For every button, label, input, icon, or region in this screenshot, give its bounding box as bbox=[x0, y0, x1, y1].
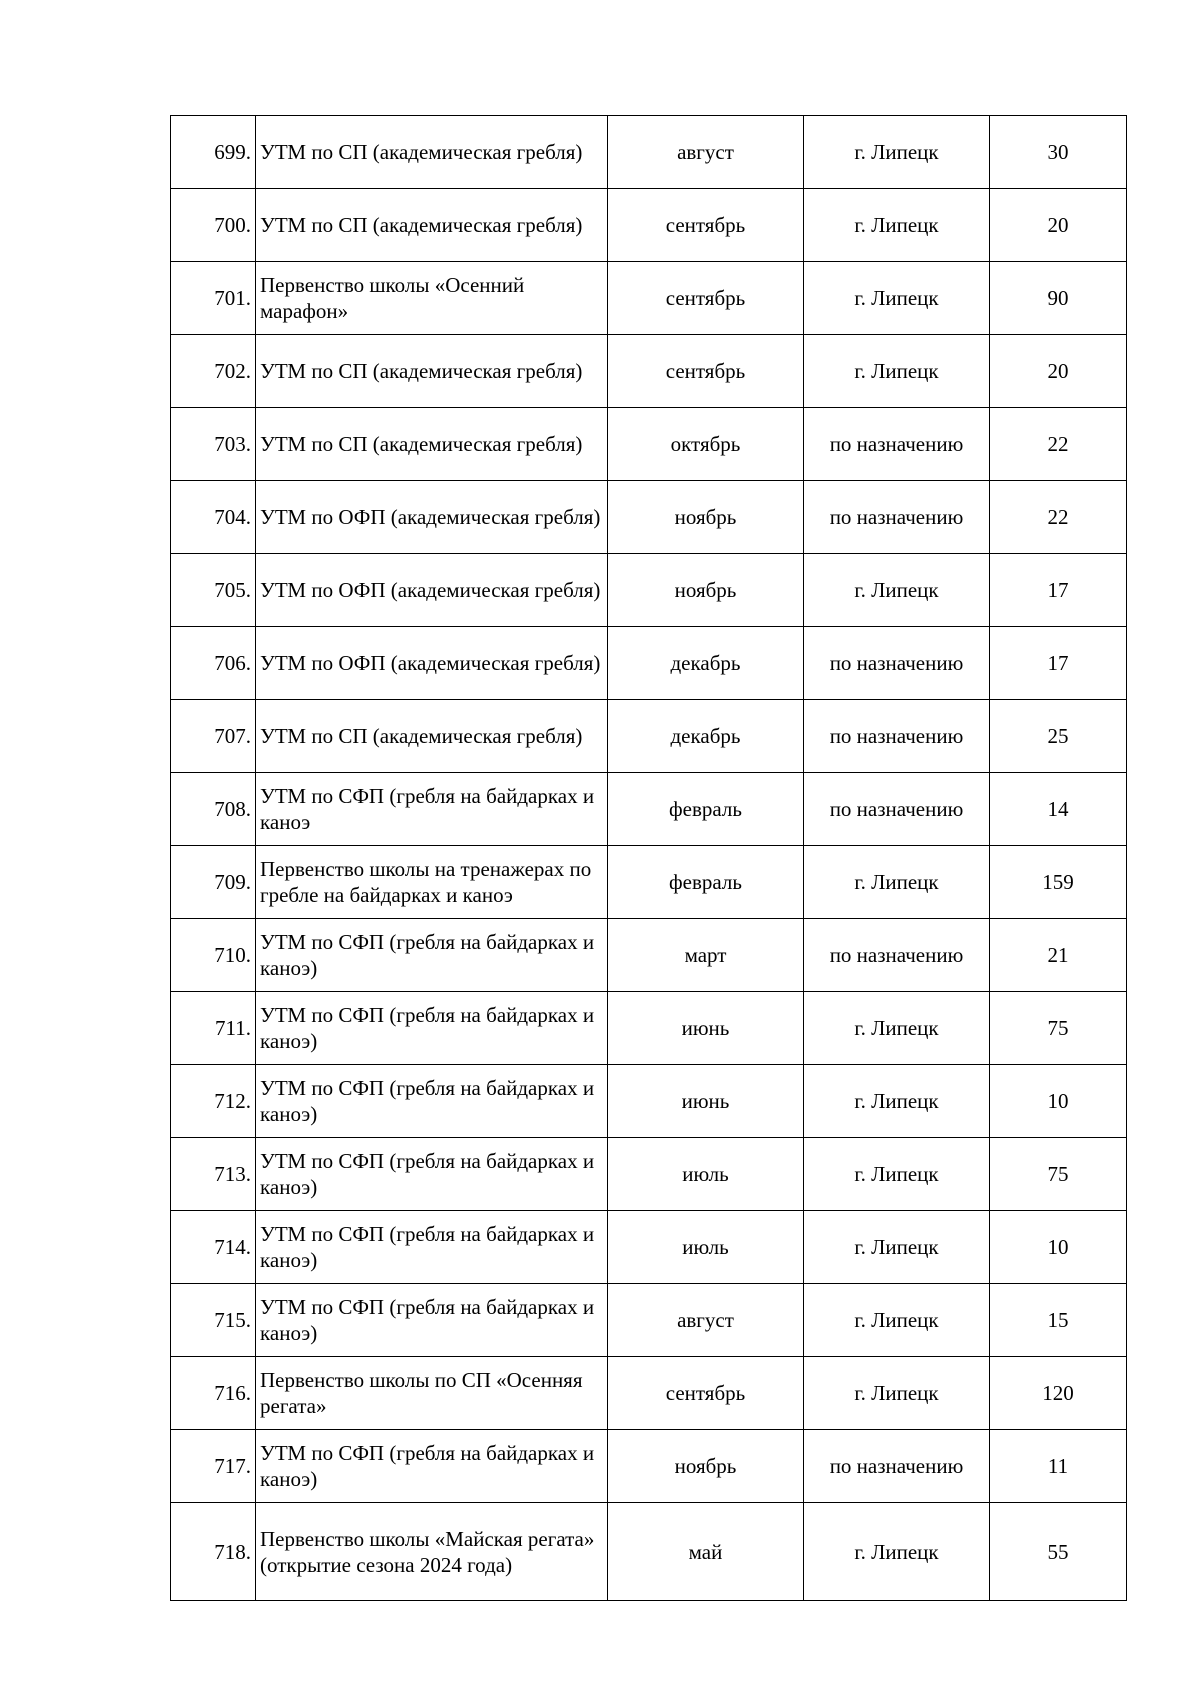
event-place: г. Липецк bbox=[804, 846, 990, 919]
participant-count: 22 bbox=[990, 408, 1127, 481]
event-place: г. Липецк bbox=[804, 992, 990, 1065]
event-place: г. Липецк bbox=[804, 1284, 990, 1357]
event-month: сентябрь bbox=[608, 335, 804, 408]
event-name: УТМ по СП (академическая гребля) bbox=[256, 335, 608, 408]
table-row bbox=[171, 1430, 1127, 1503]
event-month: ноябрь bbox=[608, 1430, 804, 1503]
event-name: УТМ по ОФП (академическая гребля) bbox=[256, 554, 608, 627]
participant-count: 17 bbox=[990, 627, 1127, 700]
participant-count: 75 bbox=[990, 992, 1127, 1065]
event-name: УТМ по СП (академическая гребля) bbox=[256, 116, 608, 189]
event-month: февраль bbox=[608, 773, 804, 846]
event-month: сентябрь bbox=[608, 262, 804, 335]
participant-count: 20 bbox=[990, 189, 1127, 262]
row-number: 701. bbox=[171, 262, 256, 335]
event-place: г. Липецк bbox=[804, 189, 990, 262]
event-place: г. Липецк bbox=[804, 1211, 990, 1284]
table-row bbox=[171, 1138, 1127, 1211]
event-month: сентябрь bbox=[608, 189, 804, 262]
row-number: 703. bbox=[171, 408, 256, 481]
table-row bbox=[171, 189, 1127, 262]
event-place: г. Липецк bbox=[804, 1065, 990, 1138]
event-month: сентябрь bbox=[608, 1357, 804, 1430]
table-row bbox=[171, 627, 1127, 700]
participant-count: 21 bbox=[990, 919, 1127, 992]
participant-count: 11 bbox=[990, 1430, 1127, 1503]
event-name: УТМ по СФП (гребля на байдарках и каноэ) bbox=[256, 1211, 608, 1284]
event-month: март bbox=[608, 919, 804, 992]
event-name: УТМ по СФП (гребля на байдарках и каноэ) bbox=[256, 919, 608, 992]
row-number: 713. bbox=[171, 1138, 256, 1211]
participant-count: 17 bbox=[990, 554, 1127, 627]
event-name: УТМ по СФП (гребля на байдарках и каноэ) bbox=[256, 1065, 608, 1138]
participant-count: 55 bbox=[990, 1503, 1127, 1601]
event-month: июль bbox=[608, 1211, 804, 1284]
event-name: УТМ по СП (академическая гребля) bbox=[256, 189, 608, 262]
table-row bbox=[171, 554, 1127, 627]
row-number: 699. bbox=[171, 116, 256, 189]
table-row bbox=[171, 408, 1127, 481]
row-number: 709. bbox=[171, 846, 256, 919]
event-place: г. Липецк bbox=[804, 335, 990, 408]
event-place: г. Липецк bbox=[804, 554, 990, 627]
row-number: 712. bbox=[171, 1065, 256, 1138]
event-name: Первенство школы «Осенний марафон» bbox=[256, 262, 608, 335]
event-place: г. Липецк bbox=[804, 262, 990, 335]
event-month: июнь bbox=[608, 1065, 804, 1138]
event-place: по назначению bbox=[804, 481, 990, 554]
row-number: 708. bbox=[171, 773, 256, 846]
event-month: август bbox=[608, 1284, 804, 1357]
events-table-body bbox=[171, 116, 1127, 1601]
event-month: ноябрь bbox=[608, 554, 804, 627]
event-name: Первенство школы на тренажерах по гребле на байдарках и каноэ bbox=[256, 846, 608, 919]
participant-count: 159 bbox=[990, 846, 1127, 919]
event-place: г. Липецк bbox=[804, 1138, 990, 1211]
event-place: г. Липецк bbox=[804, 116, 990, 189]
event-name: Первенство школы по СП «Осенняя регата» bbox=[256, 1357, 608, 1430]
participant-count: 10 bbox=[990, 1065, 1127, 1138]
event-month: декабрь bbox=[608, 627, 804, 700]
table-row bbox=[171, 1357, 1127, 1430]
row-number: 702. bbox=[171, 335, 256, 408]
event-name: УТМ по СФП (гребля на байдарках и каноэ) bbox=[256, 1138, 608, 1211]
table-row bbox=[171, 481, 1127, 554]
participant-count: 90 bbox=[990, 262, 1127, 335]
event-month: июнь bbox=[608, 992, 804, 1065]
table-row bbox=[171, 992, 1127, 1065]
table-row bbox=[171, 1065, 1127, 1138]
event-name: УТМ по СП (академическая гребля) bbox=[256, 408, 608, 481]
participant-count: 25 bbox=[990, 700, 1127, 773]
table-row bbox=[171, 846, 1127, 919]
row-number: 716. bbox=[171, 1357, 256, 1430]
participant-count: 30 bbox=[990, 116, 1127, 189]
table-row bbox=[171, 1284, 1127, 1357]
event-month: декабрь bbox=[608, 700, 804, 773]
participant-count: 75 bbox=[990, 1138, 1127, 1211]
event-name: УТМ по СФП (гребля на байдарках и каноэ bbox=[256, 773, 608, 846]
event-place: по назначению bbox=[804, 700, 990, 773]
participant-count: 22 bbox=[990, 481, 1127, 554]
participant-count: 14 bbox=[990, 773, 1127, 846]
event-place: по назначению bbox=[804, 919, 990, 992]
table-row bbox=[171, 773, 1127, 846]
table-row bbox=[171, 335, 1127, 408]
event-name: УТМ по ОФП (академическая гребля) bbox=[256, 481, 608, 554]
table-row bbox=[171, 1503, 1127, 1601]
participant-count: 15 bbox=[990, 1284, 1127, 1357]
event-name: УТМ по СФП (гребля на байдарках и каноэ) bbox=[256, 992, 608, 1065]
event-month: ноябрь bbox=[608, 481, 804, 554]
event-month: октябрь bbox=[608, 408, 804, 481]
table-row bbox=[171, 116, 1127, 189]
row-number: 710. bbox=[171, 919, 256, 992]
row-number: 705. bbox=[171, 554, 256, 627]
event-place: г. Липецк bbox=[804, 1357, 990, 1430]
row-number: 714. bbox=[171, 1211, 256, 1284]
participant-count: 10 bbox=[990, 1211, 1127, 1284]
event-name: УТМ по СФП (гребля на байдарках и каноэ) bbox=[256, 1284, 608, 1357]
event-name: Первенство школы «Майская регата» (открытие сезона 2024 года) bbox=[256, 1503, 608, 1601]
table-row bbox=[171, 700, 1127, 773]
event-place: г. Липецк bbox=[804, 1503, 990, 1601]
event-name: УТМ по СП (академическая гребля) bbox=[256, 700, 608, 773]
row-number: 715. bbox=[171, 1284, 256, 1357]
table-row bbox=[171, 262, 1127, 335]
row-number: 707. bbox=[171, 700, 256, 773]
row-number: 706. bbox=[171, 627, 256, 700]
events-table bbox=[170, 115, 1127, 1601]
event-month: июль bbox=[608, 1138, 804, 1211]
participant-count: 20 bbox=[990, 335, 1127, 408]
row-number: 718. bbox=[171, 1503, 256, 1601]
event-name: УТМ по ОФП (академическая гребля) bbox=[256, 627, 608, 700]
event-month: май bbox=[608, 1503, 804, 1601]
row-number: 711. bbox=[171, 992, 256, 1065]
table-row bbox=[171, 919, 1127, 992]
participant-count: 120 bbox=[990, 1357, 1127, 1430]
event-month: август bbox=[608, 116, 804, 189]
event-month: февраль bbox=[608, 846, 804, 919]
event-place: по назначению bbox=[804, 773, 990, 846]
event-place: по назначению bbox=[804, 1430, 990, 1503]
table-row bbox=[171, 1211, 1127, 1284]
row-number: 717. bbox=[171, 1430, 256, 1503]
row-number: 704. bbox=[171, 481, 256, 554]
event-name: УТМ по СФП (гребля на байдарках и каноэ) bbox=[256, 1430, 608, 1503]
event-place: по назначению bbox=[804, 627, 990, 700]
event-place: по назначению bbox=[804, 408, 990, 481]
row-number: 700. bbox=[171, 189, 256, 262]
